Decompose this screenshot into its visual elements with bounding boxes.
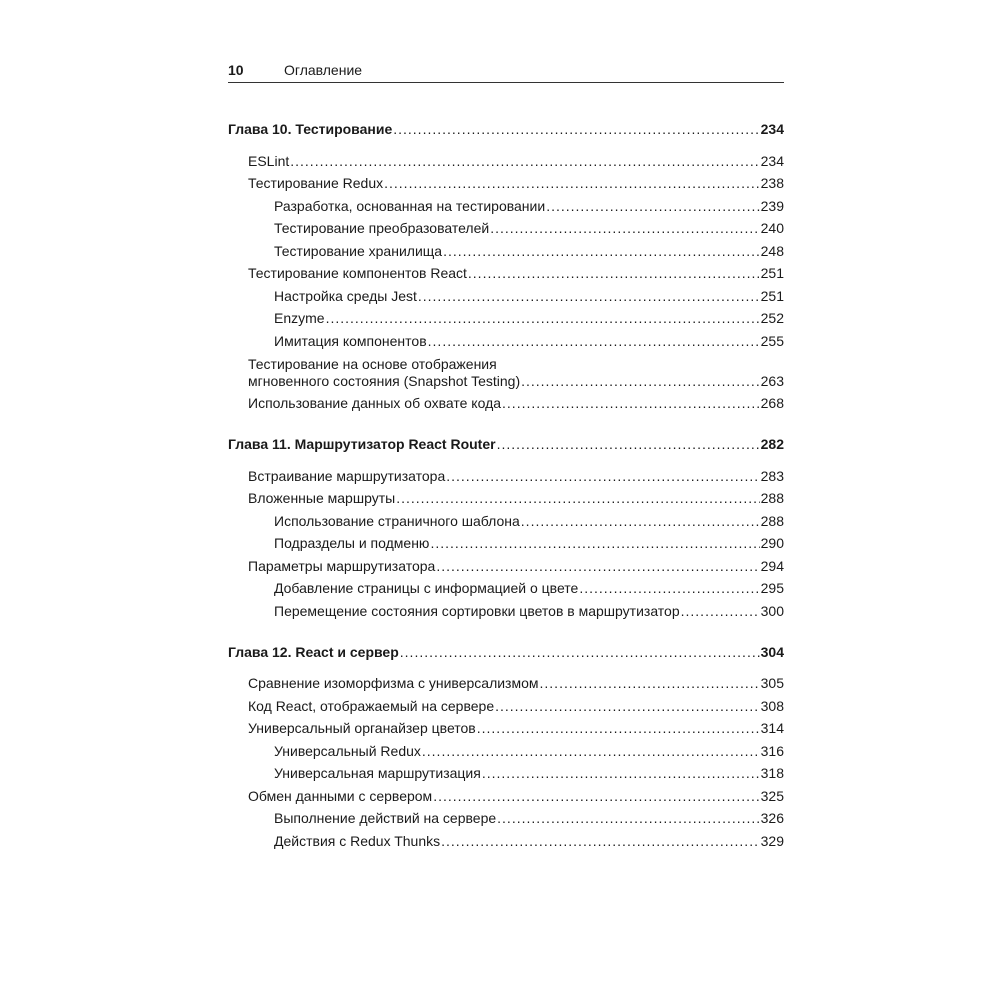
toc-entry[interactable] xyxy=(228,782,784,805)
toc-leader xyxy=(477,720,760,737)
toc-leader xyxy=(521,373,760,390)
toc-page-number: 263 xyxy=(760,372,784,389)
toc-page-number: 238 xyxy=(760,175,784,191)
toc-entry-title: Действия с Redux Thunks xyxy=(274,832,441,849)
toc-leader xyxy=(446,468,759,485)
toc-leader xyxy=(400,644,760,661)
toc-entry-title: Универсальная маршрутизация xyxy=(274,765,481,781)
toc-page-number: 282 xyxy=(760,436,784,452)
toc-entry-title: ESLint xyxy=(248,152,290,169)
toc-leader xyxy=(490,220,759,237)
toc-chapter-10[interactable] xyxy=(228,116,784,138)
running-title: Оглавление xyxy=(284,62,363,78)
toc-leader xyxy=(521,513,760,530)
toc-page-number: 248 xyxy=(760,242,784,259)
toc-page-number: 314 xyxy=(760,720,784,736)
toc-subentry[interactable] xyxy=(228,507,784,530)
toc-subentry[interactable] xyxy=(228,760,784,783)
toc-subentry[interactable] xyxy=(228,575,784,598)
toc-page-number: 255 xyxy=(760,332,784,349)
toc-subentry[interactable] xyxy=(228,327,784,350)
toc-entry-title: Перемещение состояния сортировки цветов в маршрутизатор xyxy=(274,602,680,619)
toc-leader xyxy=(441,833,760,850)
toc-subentry[interactable] xyxy=(228,215,784,238)
toc-entry-title: Настройка среды Jest xyxy=(274,287,417,304)
table-of-contents xyxy=(228,116,784,850)
toc-entry-title xyxy=(248,356,520,390)
toc-page-number: 252 xyxy=(760,310,784,326)
toc-entry[interactable] xyxy=(228,715,784,738)
toc-entry[interactable] xyxy=(228,350,784,390)
toc-entry-title: Сравнение изоморфизма с универсализмом xyxy=(248,675,539,691)
toc-page-number: 325 xyxy=(760,787,784,804)
toc-subentry[interactable] xyxy=(228,530,784,553)
toc-entry-title: Выполнение действий на сервере xyxy=(274,810,497,826)
toc-leader xyxy=(436,558,759,575)
toc-page-number: 318 xyxy=(760,765,784,781)
toc-entry-title-line2: мгновенного состояния (Snapshot Testing) xyxy=(248,372,521,389)
page-number: 10 xyxy=(228,62,244,78)
toc-page-number: 288 xyxy=(760,512,784,529)
toc-page-number: 234 xyxy=(760,152,784,169)
toc-entry-title: Встраивание маршрутизатора xyxy=(248,467,446,484)
toc-chapter-title: Глава 12. React и сервер xyxy=(228,643,399,660)
toc-page-number: 268 xyxy=(760,395,784,411)
toc-entry[interactable] xyxy=(228,485,784,508)
toc-leader xyxy=(497,436,760,453)
toc-subentry[interactable] xyxy=(228,597,784,620)
toc-entry-title: Использование данных об охвате кода xyxy=(248,395,502,411)
toc-subentry[interactable] xyxy=(228,305,784,328)
toc-page-number: 290 xyxy=(760,535,784,551)
toc-leader xyxy=(540,675,760,692)
toc-leader xyxy=(290,153,759,170)
toc-leader xyxy=(422,743,760,760)
toc-entry[interactable] xyxy=(228,390,784,413)
toc-page-number: 316 xyxy=(760,742,784,759)
toc-leader xyxy=(443,243,760,260)
toc-page-number: 295 xyxy=(760,580,784,596)
toc-page-number: 239 xyxy=(760,197,784,214)
toc-entry-title: Универсальный Redux xyxy=(274,742,421,759)
toc-subentry[interactable] xyxy=(228,827,784,850)
toc-entry-title: Параметры маршрутизатора xyxy=(248,557,436,574)
toc-leader xyxy=(579,580,759,597)
toc-leader xyxy=(681,603,760,620)
toc-subentry[interactable] xyxy=(228,805,784,828)
toc-page-number: 251 xyxy=(760,265,784,281)
toc-entry[interactable] xyxy=(228,147,784,170)
toc-entry-title: Обмен данными с сервером xyxy=(248,787,433,804)
toc-page-number: 234 xyxy=(760,121,784,137)
toc-entry-title-line1: Тестирование на основе отображения xyxy=(248,355,497,372)
toc-entry[interactable] xyxy=(228,170,784,193)
toc-page-number: 240 xyxy=(760,220,784,236)
toc-leader xyxy=(326,310,760,327)
toc-entry-title: Тестирование хранилища xyxy=(274,242,443,259)
toc-subentry[interactable] xyxy=(228,737,784,760)
toc-leader xyxy=(418,288,760,305)
toc-leader xyxy=(433,788,759,805)
toc-entry-title: Использование страничного шаблона xyxy=(274,512,520,529)
running-header xyxy=(228,60,784,83)
toc-leader xyxy=(468,265,760,282)
toc-entry[interactable] xyxy=(228,260,784,283)
toc-page-number: 329 xyxy=(760,832,784,849)
toc-page-number: 308 xyxy=(760,697,784,714)
toc-leader xyxy=(430,535,759,552)
toc-page-number: 283 xyxy=(760,467,784,484)
toc-entry[interactable] xyxy=(228,462,784,485)
toc-leader xyxy=(482,765,760,782)
toc-entry[interactable] xyxy=(228,670,784,693)
toc-subentry[interactable] xyxy=(228,192,784,215)
toc-page-number: 300 xyxy=(760,602,784,619)
toc-chapter-11[interactable] xyxy=(228,431,784,453)
toc-page-number: 251 xyxy=(760,287,784,304)
toc-leader xyxy=(384,175,760,192)
toc-entry-title: Enzyme xyxy=(274,310,325,326)
toc-entry-title: Тестирование преобразователей xyxy=(274,220,490,236)
toc-subentry[interactable] xyxy=(228,282,784,305)
toc-entry-title: Добавление страницы с информацией о цвете xyxy=(274,580,579,596)
toc-leader xyxy=(428,333,760,350)
toc-page-number: 294 xyxy=(760,557,784,574)
toc-entry-title: Тестирование Redux xyxy=(248,175,384,191)
toc-chapter-title: Глава 11. Маршрутизатор React Router xyxy=(228,436,496,452)
toc-page-number: 305 xyxy=(760,675,784,691)
toc-entry-title: Разработка, основанная на тестировании xyxy=(274,197,546,214)
toc-leader xyxy=(502,395,760,412)
toc-page-number: 288 xyxy=(760,490,784,506)
toc-entry-title: Подразделы и подменю xyxy=(274,535,430,551)
toc-chapter-title: Глава 10. Тестирование xyxy=(228,121,393,137)
toc-entry-title: Код React, отображаемый на сервере xyxy=(248,697,495,714)
toc-entry[interactable] xyxy=(228,692,784,715)
toc-leader xyxy=(546,198,759,215)
toc-chapter-12[interactable] xyxy=(228,639,784,661)
toc-leader xyxy=(393,121,759,138)
toc-subentry[interactable] xyxy=(228,237,784,260)
toc-leader xyxy=(396,490,759,507)
toc-leader xyxy=(495,698,760,715)
toc-entry-title: Имитация компонентов xyxy=(274,332,427,349)
toc-entry-title: Вложенные маршруты xyxy=(248,490,396,506)
toc-entry-title: Тестирование компонентов React xyxy=(248,265,467,281)
toc-page-number: 304 xyxy=(760,643,784,660)
toc-entry[interactable] xyxy=(228,552,784,575)
toc-page-number: 326 xyxy=(760,810,784,826)
toc-entry-title: Универсальный органайзер цветов xyxy=(248,720,476,736)
toc-leader xyxy=(497,810,759,827)
